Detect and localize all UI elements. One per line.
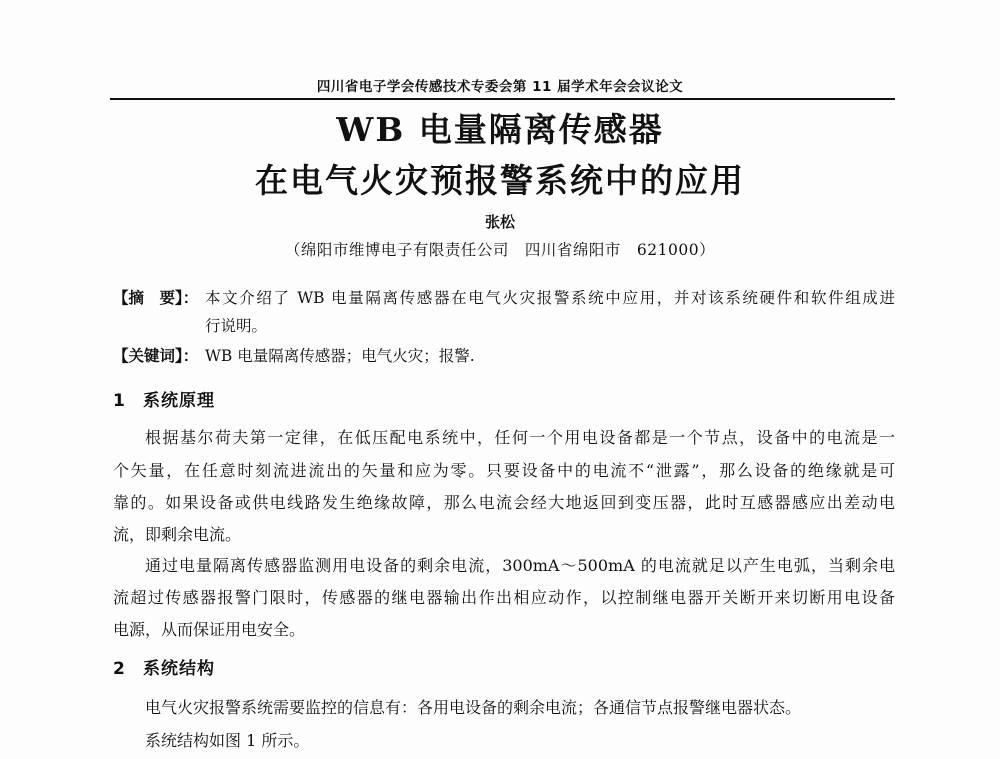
paragraph-line: 个矢量，在任意时刻流进流出的矢量和应为零。只要设备中的电流不“泄露”，那么设备的绝缘就是可 <box>113 461 895 480</box>
section-title: 系统原理 <box>143 391 215 411</box>
conference-header: 四川省电子学会传感技术专委会第 11 届学术年会会议论文 <box>316 79 684 95</box>
paper-title-line-2: 在电气火灾预报警系统中的应用 <box>255 161 745 200</box>
paragraph-line: 流超过传感器报警门限时，传感器的继电器输出作出相应动作，以控制继电器开关断开来切断用电设备 <box>113 588 895 607</box>
author-affiliation: （绵阳市维博电子有限责任公司 四川省绵阳市 621000） <box>284 241 716 259</box>
paragraph-line: 根据基尔荷夫第一定律，在低压配电系统中，任何一个用电设备都是一个节点，设备中的电流是一 <box>145 428 895 447</box>
paragraph-line: 流，即剩余电流。 <box>113 525 242 544</box>
abstract-label: 【摘 要】： <box>113 289 199 307</box>
section-number: 1 <box>113 391 125 411</box>
keywords-label: 【关键词】： <box>113 347 199 365</box>
paragraph-line: 系统结构如图 1 所示。 <box>145 731 310 750</box>
header-rule <box>110 98 895 100</box>
abstract-line: 行说明。 <box>205 317 268 335</box>
paragraph-line: 靠的。如果设备或供电线路发生绝缘故障，那么电流会经大地返回到变压器，此时互感器感应出差动电 <box>113 493 895 512</box>
abstract-line: 本文介绍了 WB 电量隔离传感器在电气火灾报警系统中应用，并对该系统硬件和软件组成进 <box>205 289 895 307</box>
section-title: 系统结构 <box>143 659 215 679</box>
paragraph-line: 电气火灾报警系统需要监控的信息有：各用电设备的剩余电流；各通信节点报警继电器状态。 <box>145 698 802 717</box>
paragraph-line: 通过电量隔离传感器监测用电设备的剩余电流，300mA～500mA 的电流就足以产生电弧，当剩余电 <box>145 556 895 575</box>
keywords-text: WB 电量隔离传感器；电气火灾；报警. <box>205 347 475 365</box>
author-name: 张松 <box>484 213 515 231</box>
section-number: 2 <box>113 659 125 679</box>
paper-title-line-1: WB 电量隔离传感器 <box>336 110 664 149</box>
paragraph-line: 电源，从而保证用电安全。 <box>113 620 306 639</box>
